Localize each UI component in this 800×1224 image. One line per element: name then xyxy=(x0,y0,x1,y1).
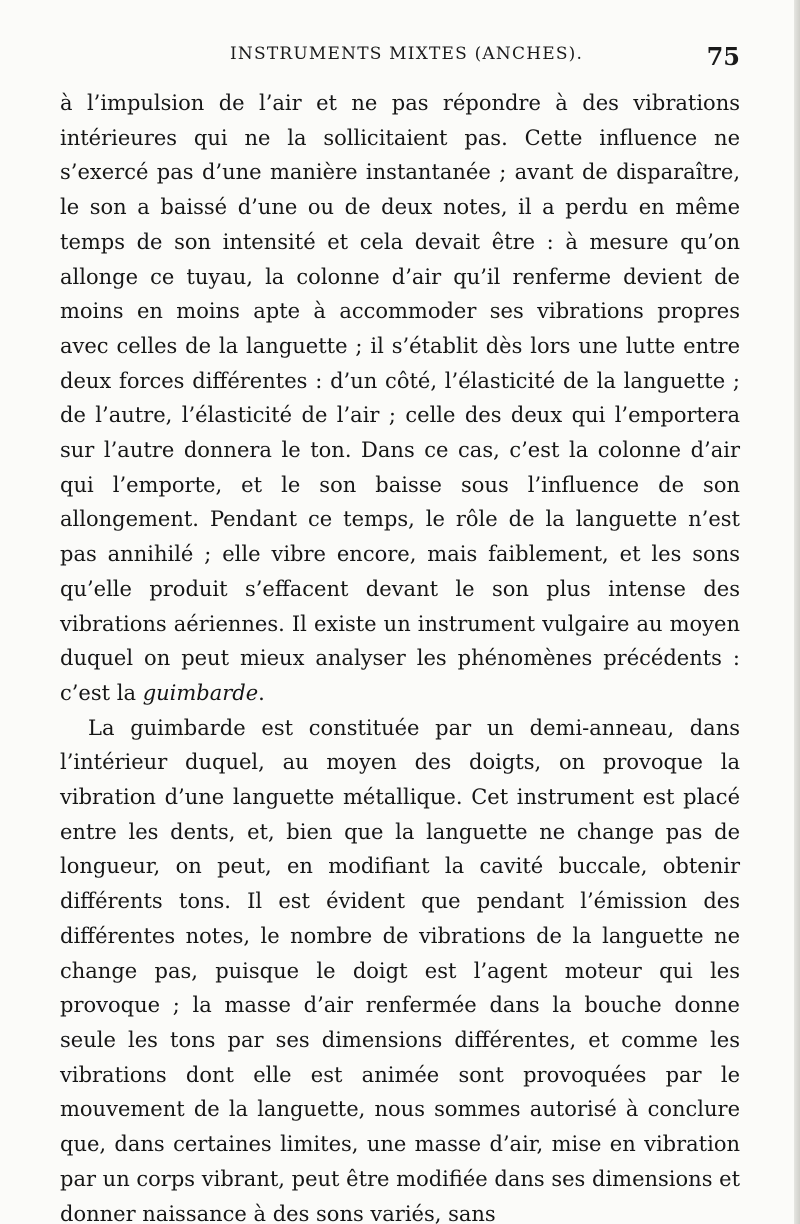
page-header xyxy=(60,38,740,78)
body-text xyxy=(60,86,740,1224)
paragraph-1-text: à l’impulsion de l’air et ne pas répondre à des vibrations intérieures qui ne la sollicitaient pas. Cette influence ne s’exercé pas d’une manière instantanée ; avant de disparaître, le son a baissé d’une ou de deux notes, il a perdu en même temps de son intensité et cela devait être : à mesure qu’on allonge ce tuyau, la colonne d’air qu’il renferme devient de moins en moins apte à accommoder ses vibrations propres avec celles de la languette ; il s’établit dès lors une lutte entre deux forces différentes : d’un côté, l’élasticité de la languette ; de l’autre, l’élasticité de l’air ; celle des deux qui l’emportera sur l’autre donnera le ton. Dans ce cas, c’est la colonne d’air qui l’emporte, et le son baisse sous l’influence de son allongement. Pendant ce temps, le rôle de la languette n’est pas annihilé ; elle vibre encore, mais faiblement, et les sons qu’elle produit s’effacent devant le son plus intense des vibrations aériennes. Il existe un instrument vulgaire au moyen duquel on peut mieux analyser les phénomènes précédents : c’est la xyxy=(60,91,740,705)
paragraph-1-end: . xyxy=(258,680,265,705)
term-guimbarde: guimbarde xyxy=(142,680,259,705)
running-title: INSTRUMENTS MIXTES (ANCHES). xyxy=(230,44,584,64)
paragraph-1 xyxy=(60,86,740,711)
page-edge-shadow xyxy=(794,0,800,1224)
paragraph-2: La guimbarde est constituée par un demi-anneau, dans l’intérieur duquel, au moyen des doigts, on provoque la vibration d’une languette métallique. Cet instrument est placé entre les dents, et, bien que la languette ne change pas de longueur, on peut, en modifiant la cavité buccale, obtenir différents tons. Il est évident que pendant l’émission des différentes notes, le nombre de vibrations de la languette ne change pas, puisque le doigt est l’agent moteur qui les provoque ; la masse d’air renfermée dans la bouche donne seule les tons par ses dimensions différentes, et comme les vibrations dont elle est animée sont provoquées par le mouvement de la languette, nous sommes autorisé à conclure que, dans certaines limites, une masse d’air, mise en vibration par un corps vibrant, peut être modifiée dans ses dimensions et donner naissance à des sons variés, sans xyxy=(60,715,741,1224)
page-number: 75 xyxy=(706,42,740,71)
